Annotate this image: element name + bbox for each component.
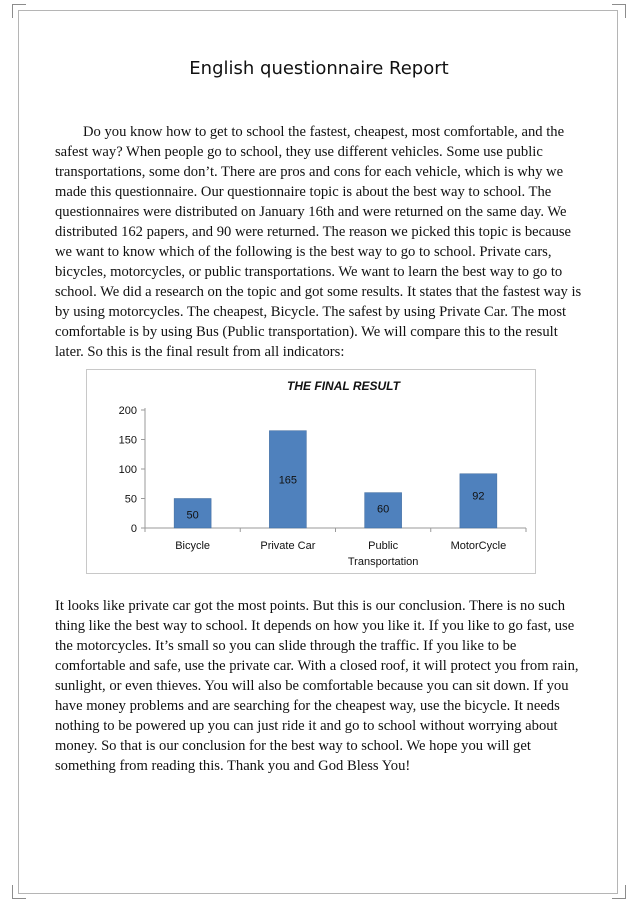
- data-label: 92: [472, 490, 485, 503]
- corner-ornament-bottom-left: [12, 885, 26, 899]
- final-result-chart: [86, 369, 536, 574]
- y-tick-label: 150: [118, 434, 137, 447]
- corner-ornament-top-right: [612, 4, 626, 18]
- intro-paragraph: Do you know how to get to school the fastest, cheapest, most comfortable, and the safest way? When people go to school, they use different vehicles. Some use public transportations, some don’t. There are pros and cons for each vehicle, which is why we made this questionnaire. Our questionnaire topic is about the best way to school. The questionnaires were distributed on January 16th and were returned on the same day. We distributed 162 papers, and 90 were returned. The reason we picked this topic is because we want to know which of the following is the best way to go to school. Private cars, bicycles, motorcycles, or public transportations. We want to learn the best way to go to school. We did a research on the topic and got some results. It states that the fastest way is by using motorcycles. The cheapest, Bicycle. The safest by using Private Car. The most comfortable is by using Bus (Public transportation). We will compare this to the result later. So this is the final result from all indicators:: [55, 124, 582, 360]
- chart-svg: [87, 370, 537, 575]
- corner-ornament-bottom-right: [612, 885, 626, 899]
- x-tick-label: Private Car: [260, 540, 316, 552]
- x-tick-label: Bicycle: [175, 540, 211, 552]
- y-tick-label: 0: [130, 523, 137, 535]
- y-tick-label: 50: [124, 493, 137, 506]
- corner-ornament-top-left: [12, 4, 26, 18]
- data-label: 60: [377, 503, 390, 516]
- y-tick-label: 200: [118, 405, 137, 417]
- chart-title: THE FINAL RESULT: [287, 379, 400, 393]
- data-label: 50: [186, 509, 199, 522]
- conclusion-paragraph: It looks like private car got the most points. But this is our conclusion. There is no such thing like the best way to school. It depends on how you like it. If you like to go fast, use the motorcycles. It’s small so you can slide through the traffic. If you like to be comfortable and safe, use the private car. With a closed roof, it will protect you from rain, sunlight, or even thieves. You will also be comfortable because you can sit down. If you have money problems and are searching for the cheapest way, use the bicycle. It needs nothing to be powered up you can just ride it and go to school without worrying about money. So that is our conclusion for the best way to school. We hope you will get something from reading this. Thank you and God Bless You!: [55, 598, 579, 774]
- data-label: 165: [278, 474, 298, 487]
- document-title: English questionnaire Report: [189, 58, 449, 79]
- x-tick-label: MotorCycle: [450, 540, 507, 552]
- x-tick-label: Public Transportation: [347, 540, 419, 568]
- y-tick-label: 100: [118, 464, 137, 476]
